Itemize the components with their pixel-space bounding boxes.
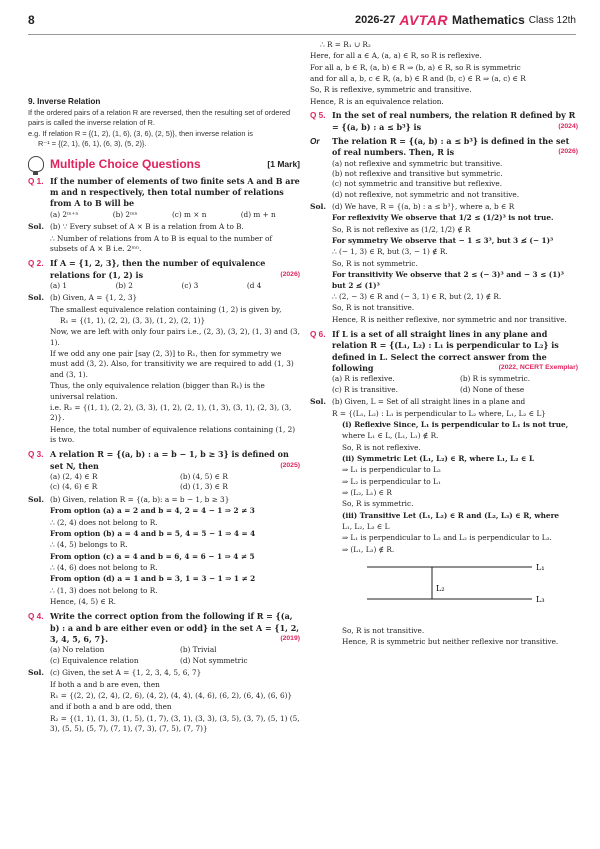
solution-line: Here, for all a ∈ A, (a, a) ∈ R, so R is reflexive. [310,51,482,61]
solution-line: From option (a) a = 2 and b = 4, 2 = 4 − 1 ⇒ 2 ≠ 3 [50,506,255,516]
solution-line: ∴ (1, 3) does not belong to R. [50,585,158,595]
right-column [310,40,578,648]
solution-line: So, R is not symmetric. [332,258,418,268]
solution-line: For reflexivity We observe that 1/2 ≤ (1/2)³ is not true. [332,213,554,223]
question-number: Q 4. [28,612,44,622]
solution-line: Hence, R is neither reflexive, nor symmetric and nor transitive. [332,314,567,324]
option: (d) Not symmetric [180,655,248,665]
option: (c) not symmetric and transitive but reflexive. [332,179,503,189]
question-text: If the number of elements of two finite sets A and B are m and n respectively, then total number of relations from A to B will be [50,175,300,209]
solution-1 [28,222,300,255]
options [332,159,578,200]
solution-line: So, R is reflexive, symmetric and transitive. [310,85,472,95]
solution-label: Sol. [28,494,45,504]
solution-3 [28,495,300,609]
solution-line: So, R is not reflexive as (1/2, 1/2) ∉ R [332,224,471,234]
solution-line: From option (d) a = 1 and b = 3, 1 = 3 − 1 ⇒ 1 ≠ 2 [50,574,256,584]
year-tag: (2025) [280,461,300,469]
year-tag: (2026) [558,148,578,156]
solution-line: ⇒ L₁ is perpendicular to L₂ and L₂ is perpendicular to L₃. [342,533,552,543]
solution-line: (i) Reflexive Since, L₁ is perpendicular to L₁ is not true, [342,419,569,429]
solution-line: (c) Given, the set A = {1, 2, 3, 4, 5, 6, 7} [50,668,202,678]
or-label: Or [310,136,320,146]
left-column [28,40,300,735]
option: (b) 2ᵐⁿ [112,209,138,219]
option: (a) R is reflexive. [332,374,395,384]
solution-line: (d) We have, R = {(a, b) : a ≤ b³}, where a, b ∈ R [332,202,515,212]
solution-2 [28,293,300,446]
example-line-2: R⁻¹ = {(2, 1), (6, 1), (6, 3), (5, 2)}. [38,139,147,149]
solution-label: Sol. [28,222,45,232]
option: (b) not reflexive and transitive but symmetric. [332,168,503,178]
question-5 [310,110,578,133]
option: (d 4 [246,280,262,290]
solution-5 [310,202,578,326]
solution-4 [28,668,300,735]
example-line-1: e.g. If relation R = {(1, 2), (1, 6), (3, 6), (2, 5)}, then inverse relation is [28,128,253,138]
solution-line: (iii) Transitive Let (L₁, L₂) ∈ R and (L₂, L₃) ∈ R, where [342,510,560,520]
question-3 [28,449,300,472]
option: (c) m × n [171,209,207,219]
question-number: Q 6. [310,329,326,339]
option: (c) 3 [181,280,199,290]
solution-line: For transitivity We observe that 2 ≤ (− 3)³ and − 3 ≤ (1)³ but 2 ≰ (1)³ [332,270,564,290]
option: (d) (1, 3) ∈ R [180,482,228,492]
year-tag: (2024) [558,122,578,130]
solution-line: So, R is symmetric. [342,499,414,509]
solution-line: R₁ = {(2, 2), (2, 4), (2, 6), (4, 2), (4, 4), (4, 6), (6, 2), (6, 4), (6, 6)} [50,690,293,700]
question-text: In the set of real numbers, the relation R defined by R = {(a, b) : a ≤ b³} is [332,110,576,132]
option: (d) None of these [460,384,525,394]
solution-line: Now, we are left with only four pairs i.e., (2, 3), (3, 2), (1, 3) and (3, 1). [50,327,300,347]
continued-solution [310,40,578,107]
mcq-title: Multiple Choice Questions [50,156,201,171]
solution-line: So, R is not transitive. [332,303,415,313]
section-title: 9. Inverse Relation [28,97,101,106]
solution-line: Hence, the total number of equivalence relations containing (1, 2) is two. [50,424,296,444]
edition-year: 2026-27 [355,14,396,27]
year-tag: (2022, NCERT Exemplar) [498,364,578,372]
solution-line: ∴ (2, 4) does not belong to R. [50,517,158,527]
option: (c) (4, 6) ∈ R [50,482,98,492]
question-5-or [310,136,578,159]
perpendicular-lines-figure [362,559,562,619]
solution-line: For all a, b ∈ R, (a, b) ∈ R ⇒ (b, a) ∈ R, so R is symmetric [310,62,521,72]
question-1 [28,176,300,210]
solution-line: Hence, (4, 5) ∈ R. [50,597,116,607]
question-2 [28,258,300,281]
page-header [28,10,576,32]
solution-line: The smallest equivalence relation containing (1, 2) is given by, [50,304,282,314]
option: (a) No relation [50,645,105,655]
solution-6 [310,397,578,648]
label-l3: L₃ [536,595,545,605]
options [50,472,300,493]
question-text: If L is a set of all straight lines in any plane and relation R = {(L₁, L₂) : L₁ is perpendicular to L₂} is defined in L. Select the correct answer from the following [332,328,559,374]
solution-line: ∴ (− 1, 3) ∈ R, but (3, − 1) ∉ R. [332,247,448,257]
question-number: Q 2. [28,259,44,269]
question-text: A relation R = {(a, b) : a = b − 1, b ≥ 3} is defined on set N, then [50,449,289,471]
solution-line: (b) Given, A = {1, 2, 3} [50,293,138,303]
solution-line: Hence, R is an equivalence relation. [310,96,444,106]
solution-line: where L₁ ∈ L, (L₁, L₁) ∉ R. [342,431,439,441]
section-text: If the ordered pairs of a relation R are reversed, then the resulting set of ordered pairs is called the inverse relation of R. [28,107,291,128]
option: (b) R is symmetric. [460,374,531,384]
year-tag: (2019) [280,635,300,643]
solution-line: and for all a, b, c ∈ R, (a, b) ∈ R and (b, c) ∈ R ⇒ (a, c) ∈ R [310,74,526,84]
options [50,645,300,666]
solution-label: Sol. [310,397,327,407]
solution-line: R₁ = {(1, 1), (2, 2), (3, 3), (1, 2), (2, 1)} [60,316,206,326]
question-text: The relation R = {(a, b) : a ≤ b³} is defined in the set of real numbers. Then, R is [332,135,570,158]
option: (d) m + n [240,209,276,219]
solution-label: Sol. [310,202,327,212]
solution-line: So, R is not transitive. [342,625,425,635]
solution-line: L₁, L₂, L₃ ∈ L [342,522,390,532]
solution-label: Sol. [28,668,45,678]
option: (c) R is transitive. [332,384,398,394]
option: (a) not reflexive and symmetric but transitive. [332,158,503,168]
solution-line: ⇒ (L₁, L₃) ∉ R. [342,544,395,554]
label-l2: L₂ [436,584,445,594]
subject-title: Mathematics [452,13,525,28]
solution-line: ∴ (4, 6) does not belong to R. [50,562,158,572]
solution-line: (b) Given, relation R = {(a, b): a = b − 1, b ≥ 3} [50,494,230,504]
solution-line: So, R is not reflexive. [342,442,421,452]
options [332,374,578,395]
option: (d) not reflexive, not symmetric and not transitive. [332,189,520,199]
question-text: Write the correct option from the following if R = {(a, b) : a and b are either even or odd} in the set A = {1, 2, 3, 4, 5, 6, 7}. [50,611,300,645]
question-number: Q 1. [28,176,44,186]
option: (b) (4, 5) ∈ R [180,472,228,482]
header-divider [28,34,576,35]
mcq-header [28,156,300,173]
solution-line: If we odd any one pair [say (2, 3)] to R₁, then for symmetry we must add (3, 2). Also, for transitivity we are required to add (1, 3) and (3, 1). [50,349,294,379]
lightbulb-icon [28,156,44,172]
class-label: Class 12th [528,14,576,26]
solution-line: For symmetry We observe that − 1 ≤ 3³, but 3 ≰ (− 1)³ [332,236,554,246]
solution-line: (b) Given, L = Set of all straight lines in a plane and [332,397,526,407]
question-number: Q 5. [310,111,326,121]
solution-line: ⇒ L₂ is perpendicular to L₁ [342,476,441,486]
solution-line: ∴ (2, − 3) ∈ R and (− 3, 1) ∈ R, but (2, 1) ∉ R. [332,291,502,301]
solution-line: R = {(L₁, L₂) : L₁ is perpendicular to L₂ where, L₁, L₂ ∈ L} [332,408,546,418]
option: (a) 2ᵐ⁺ⁿ [50,209,79,219]
solution-line: Thus, the only equivalence relation (bigger than R₁) is the universal relation. [50,381,265,401]
avtar-logo: AVTAR [399,12,449,29]
question-4 [28,611,300,645]
solution-line: (ii) Symmetric Let (L₁, L₂) ∈ R, where L₁, L₂ ∈ L [342,453,535,463]
solution-line: ⇒ L₁ is perpendicular to L₂ [342,465,441,475]
solution-line: Hence, R is symmetric but neither reflexive nor transitive. [342,636,559,646]
solution-line: ∴ Number of relations from A to B is equal to the number of subsets of A × B i.e. 2ᵐⁿ. [50,233,273,253]
option: (b) Trivial [180,645,217,655]
solution-line: ∴ (4, 5) belongs to R. [50,540,128,550]
question-6 [310,329,578,374]
solution-line: From option (b) a = 4 and b = 5, 4 = 5 − 1 ⇒ 4 = 4 [50,528,256,538]
solution-line: and if both a and b are odd, then [50,702,172,712]
brand-block [355,11,576,31]
options [50,210,300,220]
option: (a) (2, 4) ∈ R [50,472,98,482]
solution-line: R₂ = {(1, 1), (1, 3), (1, 5), (1, 7), (3, 1), (3, 3), (3, 5), (3, 7), (5, 1) (5, 3), (5, 5), (5, 7), (7, 1), (7, 3), (7, 5), (7, 7)} [50,713,300,733]
solution-line: ⇒ (L₂, L₁) ∈ R [342,488,392,498]
solution-line: If both a and b are even, then [50,679,160,689]
option: (b) 2 [115,280,133,290]
year-tag: (2026) [280,270,300,278]
option: (c) Equivalence relation [50,655,139,665]
solution-line: ∴ R = R₁ ∪ R₂ [320,40,371,49]
solution-line: i.e. R₂ = {(1, 1), (2, 2), (3, 3), (1, 2), (2, 1), (1, 3), (3, 1), (2, 3), (3, 2)}. [50,402,292,423]
solution-line: (b) ∵ Every subset of A × B is a relation from A to B. [50,222,244,232]
options [50,281,300,291]
question-number: Q 3. [28,450,44,460]
solution-line: From option (c) a = 4 and b = 6, 4 = 6 − 1 ⇒ 4 ≠ 5 [50,551,255,561]
label-l1: L₁ [536,563,545,573]
solution-label: Sol. [28,293,45,303]
question-text: If A = {1, 2, 3}, then the number of equivalence relations for (1, 2) is [50,258,266,280]
option: (a) 1 [50,280,68,290]
mark-label: [1 Mark] [267,159,300,170]
page-number: 8 [28,13,35,28]
